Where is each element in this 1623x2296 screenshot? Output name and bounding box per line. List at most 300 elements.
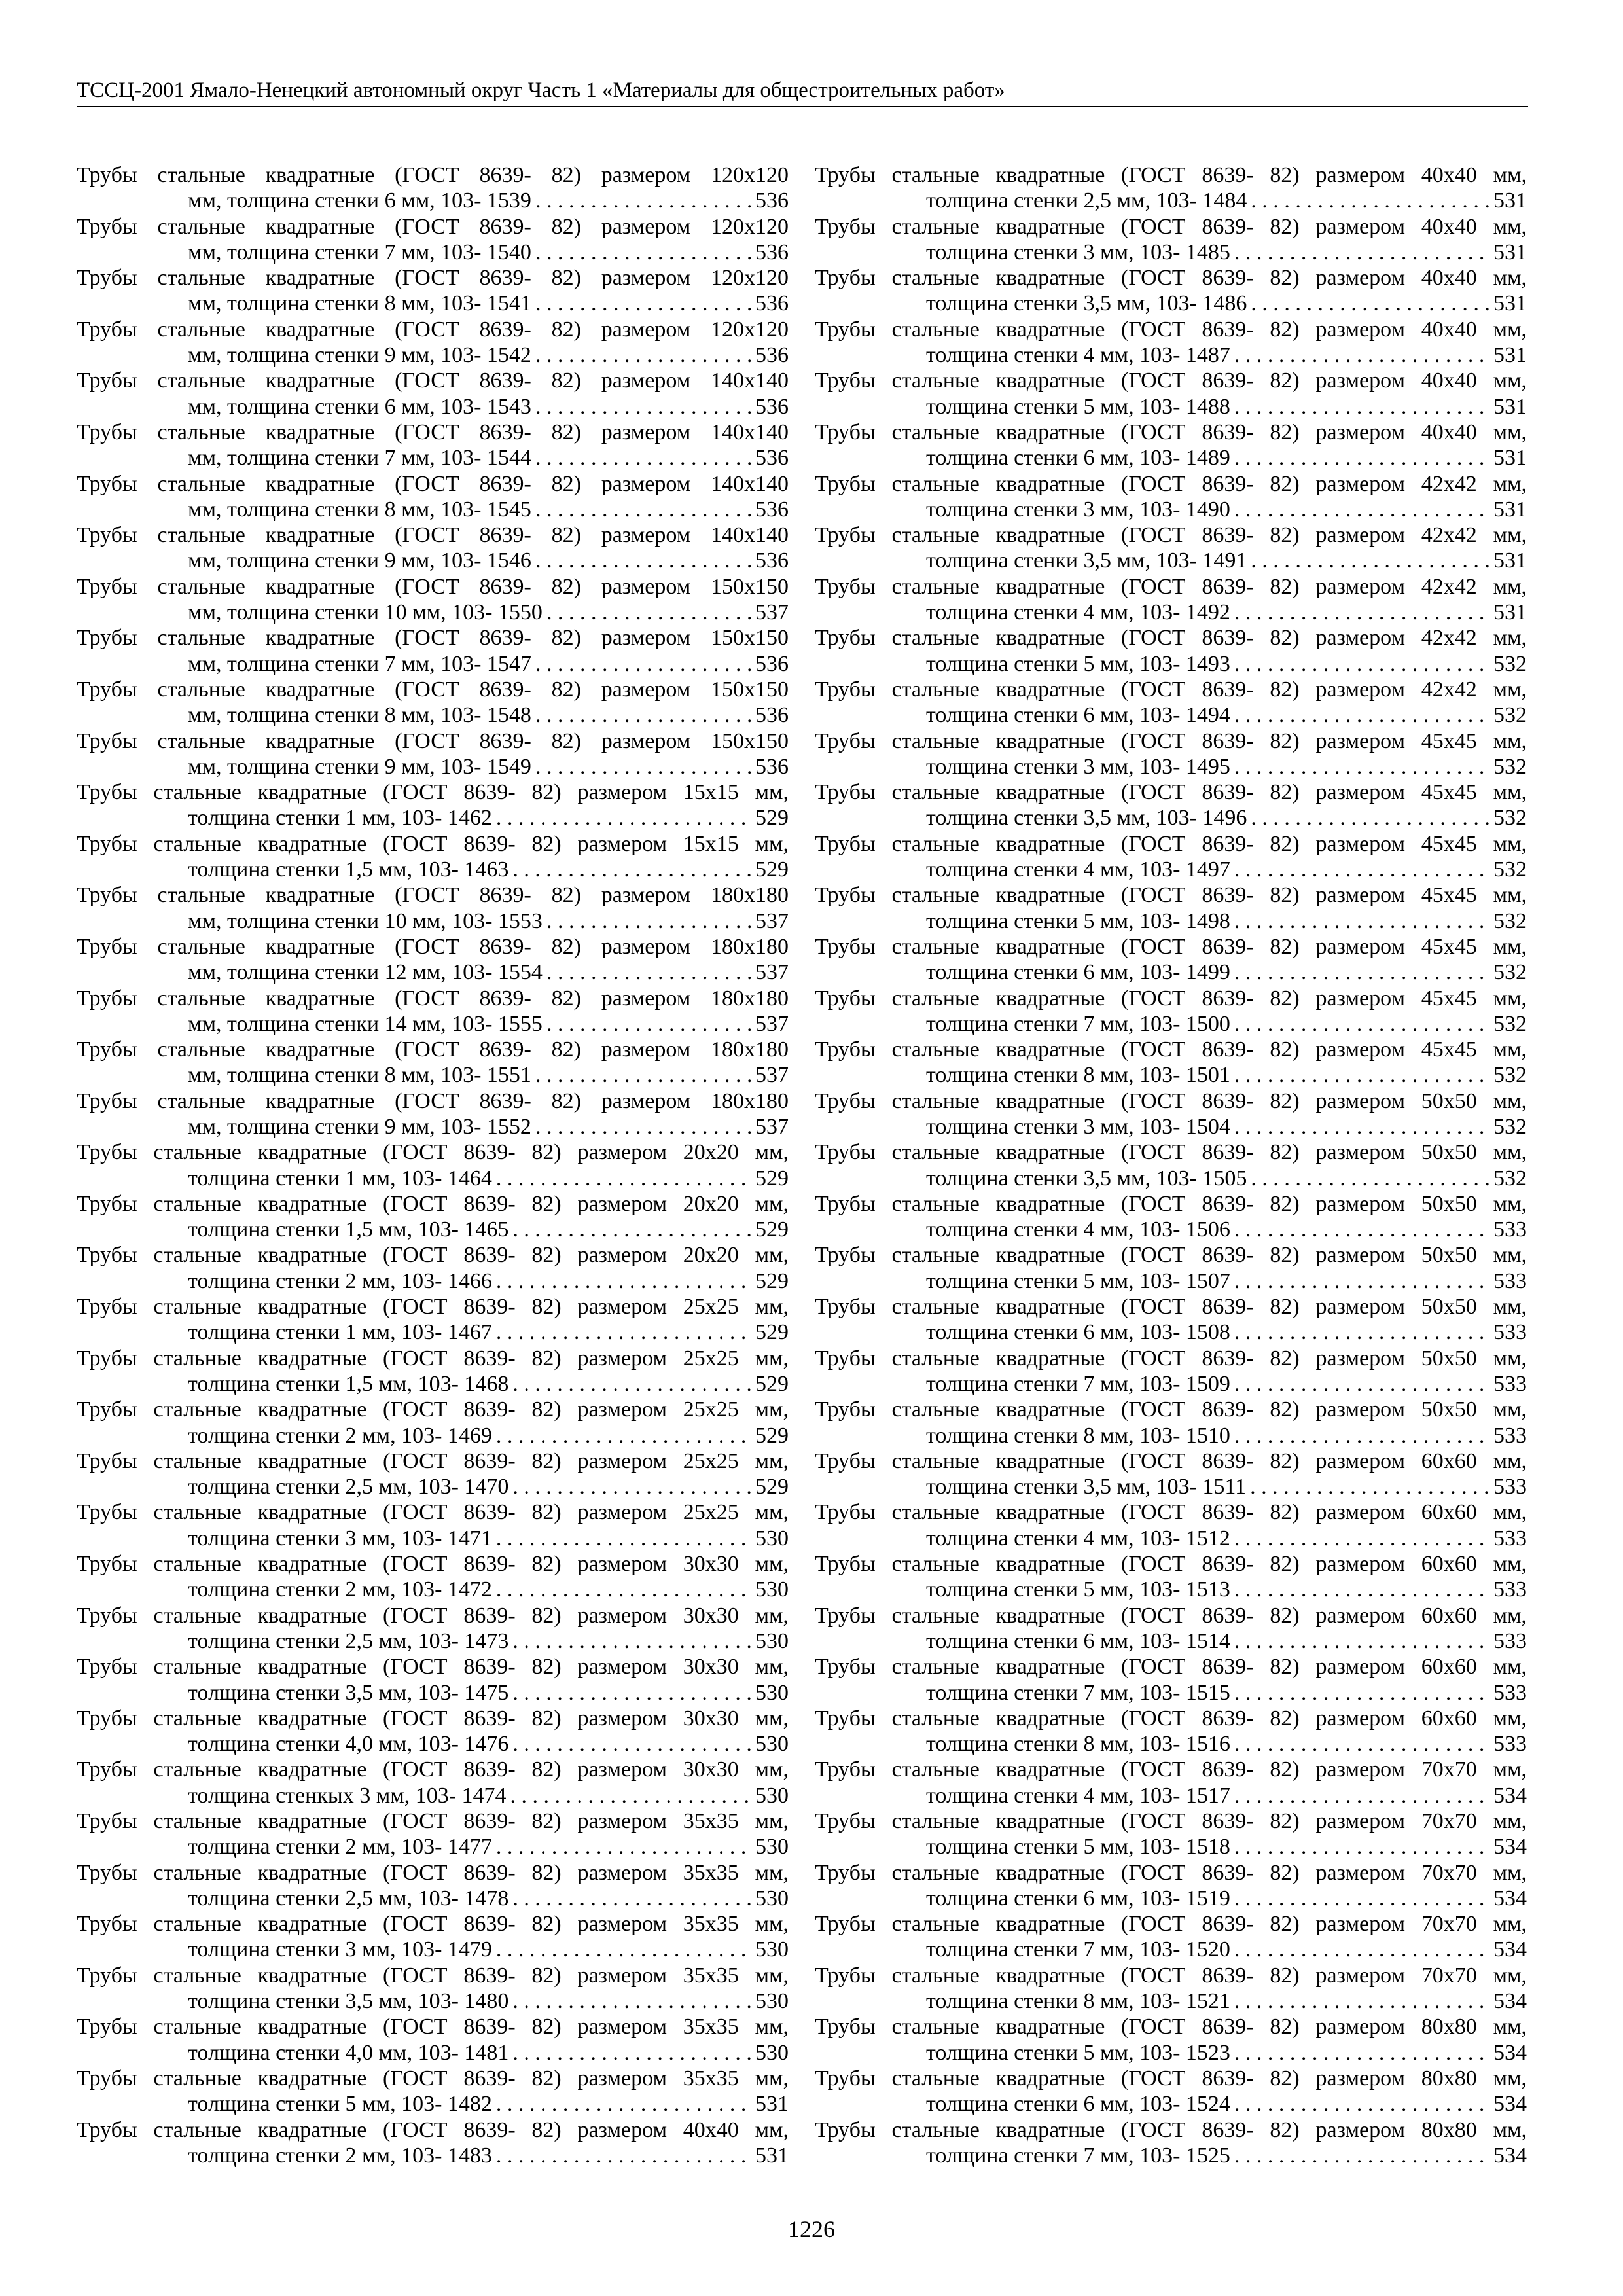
entry-title-line: Трубы стальные квадратные (ГОСТ 8639- 82) размером 140х140: [77, 420, 789, 444]
dot-leader: [512, 857, 751, 882]
dot-leader: [1251, 188, 1489, 213]
entry-title-line: Трубы стальные квадратные (ГОСТ 8639- 82) размером 70х70 мм,: [815, 1757, 1527, 1782]
dot-leader: [535, 394, 751, 420]
index-entry: [815, 265, 1527, 317]
dot-leader: [1234, 1886, 1489, 1911]
index-entry: [815, 1346, 1527, 1397]
entry-detail-line: [77, 1628, 789, 1654]
entry-title-line: Трубы стальные квадратные (ГОСТ 8639- 82) размером 30х30 мм,: [77, 1552, 789, 1577]
entry-detail-line: [815, 1834, 1527, 1859]
index-entry: [815, 1706, 1527, 1757]
entry-page-number: 534: [1493, 2040, 1527, 2065]
entry-page-number: 537: [755, 1114, 789, 1139]
entry-page-number: 531: [1493, 240, 1527, 264]
entry-detail-line: [815, 497, 1527, 522]
entry-detail-line: [815, 2040, 1527, 2066]
entry-page-number: 536: [755, 703, 789, 728]
entry-detail-text: толщина стенки 4 мм, 103- 1492: [926, 600, 1230, 625]
entry-title-line: Трубы стальные квадратные (ГОСТ 8639- 82) размером 70х70 мм,: [815, 1963, 1527, 1988]
entry-title-line: Трубы стальные квадратные (ГОСТ 8639- 82) размером 70х70 мм,: [815, 1809, 1527, 1833]
dot-leader: [1234, 1937, 1489, 1962]
index-entry: [815, 1448, 1527, 1500]
entry-title-line: Трубы стальные квадратные (ГОСТ 8639- 82) размером 50х50 мм,: [815, 1191, 1527, 1216]
entry-title-line: Трубы стальные квадратные (ГОСТ 8639- 82) размером 45х45 мм,: [815, 728, 1527, 753]
index-entry: [815, 1191, 1527, 1243]
index-entry: [77, 625, 789, 677]
dot-leader: [496, 2091, 751, 2117]
dot-leader: [1234, 1217, 1489, 1242]
entry-detail-text: толщина стенки 6 мм, 103- 1494: [926, 703, 1230, 728]
entry-detail-text: толщина стенки 5 мм, 103- 1493: [926, 651, 1230, 676]
entry-page-number: 536: [755, 548, 789, 573]
dot-leader: [1234, 1319, 1489, 1345]
index-entry: [815, 1654, 1527, 1706]
dot-leader: [535, 651, 751, 677]
entry-detail-line: [815, 445, 1527, 471]
entry-detail-line: [77, 1371, 789, 1397]
entry-detail-text: толщина стенки 7 мм, 103- 1500: [926, 1011, 1230, 1036]
index-entry: [77, 1499, 789, 1551]
entry-page-number: 534: [1493, 1886, 1527, 1910]
entry-page-number: 536: [755, 188, 789, 213]
entry-page-number: 536: [755, 754, 789, 779]
index-entry: [77, 2117, 789, 2169]
index-entry: [77, 1757, 789, 1808]
entry-detail-text: мм, толщина стенки 7 мм, 103- 1540: [188, 240, 531, 264]
entry-detail-text: толщина стенки 1,5 мм, 103- 1465: [188, 1217, 509, 1242]
entry-detail-text: толщина стенки 5 мм, 103- 1518: [926, 1835, 1230, 1859]
entry-detail-text: мм, толщина стенки 8 мм, 103- 1541: [188, 291, 531, 316]
entry-detail-text: толщина стенки 3 мм, 103- 1485: [926, 240, 1230, 264]
entry-page-number: 532: [1493, 960, 1527, 985]
entry-page-number: 531: [1493, 497, 1527, 522]
entry-detail-text: толщина стенки 2,5 мм, 103- 1484: [926, 188, 1247, 213]
entry-page-number: 529: [755, 1217, 789, 1242]
entry-title-line: Трубы стальные квадратные (ГОСТ 8639- 82) размером 150х150: [77, 574, 789, 599]
entry-title-line: Трубы стальные квадратные (ГОСТ 8639- 82) размером 25х25 мм,: [77, 1346, 789, 1371]
entry-detail-text: толщина стенки 6 мм, 103- 1514: [926, 1628, 1230, 1653]
entry-detail-text: толщина стенки 6 мм, 103- 1499: [926, 960, 1230, 985]
entry-detail-text: толщина стенки 3 мм, 103- 1495: [926, 754, 1230, 779]
entry-page-number: 530: [755, 1886, 789, 1910]
entry-title-line: Трубы стальные квадратные (ГОСТ 8639- 82) размером 120х120: [77, 317, 789, 342]
entry-page-number: 531: [755, 2092, 789, 2117]
entry-title-line: Трубы стальные квадратные (ГОСТ 8639- 82) размером 40х40 мм,: [815, 420, 1527, 444]
entry-detail-text: толщина стенки 1,5 мм, 103- 1468: [188, 1371, 509, 1396]
index-entry: [77, 986, 789, 1037]
entry-detail-text: толщина стенки 2 мм, 103- 1469: [188, 1423, 492, 1448]
entry-detail-text: толщина стенки 2 мм, 103- 1477: [188, 1835, 492, 1859]
entry-detail-line: [77, 1011, 789, 1037]
dot-leader: [1234, 445, 1489, 471]
entry-detail-line: [815, 1680, 1527, 1706]
entry-title-line: Трубы стальные квадратные (ГОСТ 8639- 82) размером 70х70 мм,: [815, 1912, 1527, 1937]
index-entry: [77, 1551, 789, 1603]
entry-detail-line: [77, 1937, 789, 1962]
entry-title-line: Трубы стальные квадратные (ГОСТ 8639- 82) размером 40х40 мм,: [815, 368, 1527, 393]
entry-page-number: 533: [1493, 1680, 1527, 1705]
index-entry: [77, 831, 789, 883]
entry-title-line: Трубы стальные квадратные (ГОСТ 8639- 82) размером 60х60 мм,: [815, 1706, 1527, 1731]
entry-title-line: Трубы стальные квадратные (ГОСТ 8639- 82) размером 42х42 мм,: [815, 677, 1527, 702]
index-entry: [77, 420, 789, 471]
entry-page-number: 529: [755, 806, 789, 831]
dot-leader: [512, 1371, 751, 1397]
entry-page-number: 531: [1493, 548, 1527, 573]
entry-detail-line: [815, 188, 1527, 213]
entry-title-line: Трубы стальные квадратные (ГОСТ 8639- 82) размером 60х60 мм,: [815, 1500, 1527, 1525]
dot-leader: [1234, 702, 1489, 728]
entry-detail-text: толщина стенки 7 мм, 103- 1509: [926, 1371, 1230, 1396]
entry-title-line: Трубы стальные квадратные (ГОСТ 8639- 82) размером 120х120: [77, 214, 789, 239]
dot-leader: [512, 1988, 751, 2014]
entry-detail-text: толщина стенки 8 мм, 103- 1510: [926, 1423, 1230, 1448]
entry-title-line: Трубы стальные квадратные (ГОСТ 8639- 82) размером 180х180: [77, 883, 789, 908]
entry-detail-text: толщина стенки 8 мм, 103- 1521: [926, 1989, 1230, 2014]
index-entry: [77, 2014, 789, 2066]
dot-leader: [496, 1166, 751, 1191]
entry-detail-text: толщина стенки 1,5 мм, 103- 1463: [188, 857, 509, 882]
entry-title-line: Трубы стальные квадратные (ГОСТ 8639- 82) размером 25х25 мм,: [77, 1500, 789, 1525]
entry-title-line: Трубы стальные квадратные (ГОСТ 8639- 82) размером 120х120: [77, 266, 789, 291]
dot-leader: [1234, 754, 1489, 780]
index-entry: [815, 420, 1527, 471]
dot-leader: [546, 1011, 751, 1037]
entry-detail-line: [815, 291, 1527, 316]
entry-title-line: Трубы стальные квадратные (ГОСТ 8639- 82) размером 60х60 мм,: [815, 1552, 1527, 1577]
entry-page-number: 531: [1493, 291, 1527, 316]
index-column-right: [815, 162, 1527, 2168]
entry-detail-line: [77, 2040, 789, 2066]
index-entry: [815, 831, 1527, 883]
entry-detail-line: [815, 600, 1527, 625]
entry-detail-line: [815, 1474, 1527, 1499]
index-entry: [77, 780, 789, 831]
entry-detail-text: толщина стенки 5 мм, 103- 1482: [188, 2092, 492, 2117]
dot-leader: [535, 291, 751, 316]
dot-leader: [512, 1731, 751, 1757]
entry-detail-line: [77, 342, 789, 368]
entry-detail-text: мм, толщина стенки 9 мм, 103- 1552: [188, 1114, 531, 1139]
dot-leader: [1234, 1628, 1489, 1654]
entry-detail-text: толщина стенки 4 мм, 103- 1517: [926, 1783, 1230, 1808]
entry-detail-line: [815, 1783, 1527, 1808]
dot-leader: [1251, 1166, 1489, 1191]
index-entry: [815, 1603, 1527, 1655]
index-entry: [815, 1242, 1527, 1294]
entry-detail-line: [77, 548, 789, 573]
entry-detail-line: [815, 960, 1527, 985]
entry-page-number: 536: [755, 343, 789, 368]
index-entry: [815, 1860, 1527, 1912]
entry-detail-text: толщина стенки 3 мм, 103- 1479: [188, 1937, 492, 1962]
entry-detail-text: мм, толщина стенки 9 мм, 103- 1546: [188, 548, 531, 573]
index-entry: [815, 471, 1527, 523]
index-entry: [815, 934, 1527, 986]
entry-page-number: 531: [755, 2143, 789, 2168]
index-entry: [815, 2014, 1527, 2066]
dot-leader: [1234, 1988, 1489, 2014]
entry-title-line: Трубы стальные квадратные (ГОСТ 8639- 82) размером 150х150: [77, 677, 789, 702]
dot-leader: [1234, 908, 1489, 934]
entry-title-line: Трубы стальные квадратные (ГОСТ 8639- 82) размером 60х60 мм,: [815, 1603, 1527, 1628]
entry-detail-line: [77, 600, 789, 625]
entry-title-line: Трубы стальные квадратные (ГОСТ 8639- 82) размером 30х30 мм,: [77, 1603, 789, 1628]
dot-leader: [535, 754, 751, 780]
dot-leader: [510, 1783, 751, 1808]
index-entry: [815, 1294, 1527, 1346]
entry-page-number: 533: [1493, 1732, 1527, 1757]
entry-title-line: Трубы стальные квадратные (ГОСТ 8639- 82) размером 35х35 мм,: [77, 1860, 789, 1885]
entry-page-number: 530: [755, 1577, 789, 1602]
entry-detail-line: [815, 1423, 1527, 1448]
entry-page-number: 532: [1493, 1114, 1527, 1139]
entry-title-line: Трубы стальные квадратные (ГОСТ 8639- 82) размером 50х50 мм,: [815, 1140, 1527, 1165]
dot-leader: [1234, 1834, 1489, 1859]
index-entry: [77, 214, 789, 266]
index-entry: [815, 986, 1527, 1037]
index-entry: [815, 1911, 1527, 1963]
entry-detail-line: [77, 908, 789, 934]
entry-title-line: Трубы стальные квадратные (ГОСТ 8639- 82) размером 50х50 мм,: [815, 1243, 1527, 1268]
entry-detail-text: толщина стенки 3,5 мм, 103- 1486: [926, 291, 1247, 316]
entry-page-number: 532: [1493, 1166, 1527, 1191]
entry-detail-line: [815, 754, 1527, 780]
index-entry: [815, 1037, 1527, 1088]
index-entry: [77, 1963, 789, 2015]
index-entry: [77, 368, 789, 420]
entry-page-number: 532: [1493, 857, 1527, 882]
dot-leader: [546, 908, 751, 934]
entry-detail-text: мм, толщина стенки 9 мм, 103- 1549: [188, 754, 531, 779]
index-entry: [77, 574, 789, 626]
entry-title-line: Трубы стальные квадратные (ГОСТ 8639- 82) размером 180х180: [77, 1037, 789, 1062]
dot-leader: [535, 188, 751, 213]
entry-title-line: Трубы стальные квадратные (ГОСТ 8639- 82) размером 180х180: [77, 1088, 789, 1113]
entry-title-line: Трубы стальные квадратные (ГОСТ 8639- 82) размером 25х25 мм,: [77, 1448, 789, 1473]
dot-leader: [512, 1474, 751, 1499]
entry-detail-text: толщина стенки 4,0 мм, 103- 1481: [188, 2040, 509, 2065]
index-entry: [815, 677, 1527, 728]
page-header: ТССЦ-2001 Ямало-Ненецкий автономный округ Часть 1 «Материалы для общестроительных работ»: [77, 79, 1005, 102]
entry-detail-text: толщина стенки 5 мм, 103- 1507: [926, 1268, 1230, 1293]
index-entry: [77, 162, 789, 214]
entry-detail-text: толщина стенкых 3 мм, 103- 1474: [188, 1783, 507, 1808]
index-entry: [77, 2066, 789, 2117]
entry-title-line: Трубы стальные квадратные (ГОСТ 8639- 82) размером 30х30 мм,: [77, 1655, 789, 1679]
entry-title-line: Трубы стальные квадратные (ГОСТ 8639- 82) размером 80х80 мм,: [815, 2066, 1527, 2090]
index-entry: [77, 882, 789, 934]
index-entry: [77, 728, 789, 780]
entry-title-line: Трубы стальные квадратные (ГОСТ 8639- 82) размером 35х35 мм,: [77, 1809, 789, 1833]
entry-detail-line: [815, 1988, 1527, 2014]
entry-page-number: 537: [755, 1011, 789, 1036]
entry-page-number: 534: [1493, 1937, 1527, 1962]
entry-detail-line: [77, 1834, 789, 1859]
entry-title-line: Трубы стальные квадратные (ГОСТ 8639- 82) размером 30х30 мм,: [77, 1757, 789, 1782]
dot-leader: [496, 1834, 751, 1859]
entry-detail-line: [77, 1680, 789, 1706]
dot-leader: [1251, 548, 1489, 573]
index-entry: [815, 1139, 1527, 1191]
dot-leader: [496, 1577, 751, 1602]
index-entry: [77, 1346, 789, 1397]
entry-detail-line: [77, 188, 789, 213]
entry-page-number: 529: [755, 1166, 789, 1191]
entry-title-line: Трубы стальные квадратные (ГОСТ 8639- 82) размером 140х140: [77, 368, 789, 393]
entry-title-line: Трубы стальные квадратные (ГОСТ 8639- 82) размером 40х40 мм,: [815, 214, 1527, 239]
entry-page-number: 529: [755, 1268, 789, 1293]
entry-detail-text: толщина стенки 2 мм, 103- 1472: [188, 1577, 492, 1602]
entry-title-line: Трубы стальные квадратные (ГОСТ 8639- 82) размером 35х35 мм,: [77, 2015, 789, 2039]
dot-leader: [1234, 857, 1489, 882]
dot-leader: [535, 240, 751, 265]
index-entry: [77, 522, 789, 574]
entry-title-line: Трубы стальные квадратные (ГОСТ 8639- 82) размером 45х45 мм,: [815, 1037, 1527, 1062]
dot-leader: [1234, 600, 1489, 625]
entry-title-line: Трубы стальные квадратные (ГОСТ 8639- 82) размером 20х20 мм,: [77, 1243, 789, 1268]
entry-detail-text: толщина стенки 6 мм, 103- 1508: [926, 1320, 1230, 1345]
entry-page-number: 532: [1493, 908, 1527, 933]
entry-detail-line: [815, 1628, 1527, 1654]
entry-detail-text: толщина стенки 2,5 мм, 103- 1473: [188, 1628, 509, 1653]
dot-leader: [1234, 497, 1489, 522]
index-column-left: [77, 162, 789, 2168]
entry-page-number: 536: [755, 291, 789, 316]
entry-detail-text: толщина стенки 5 мм, 103- 1523: [926, 2040, 1230, 2065]
entry-page-number: 532: [1493, 1063, 1527, 1088]
entry-page-number: 534: [1493, 2143, 1527, 2168]
entry-page-number: 536: [755, 240, 789, 264]
entry-title-line: Трубы стальные квадратные (ГОСТ 8639- 82) размером 20х20 мм,: [77, 1140, 789, 1165]
entry-detail-text: толщина стенки 3,5 мм, 103- 1496: [926, 806, 1247, 831]
entry-page-number: 533: [1493, 1628, 1527, 1653]
entry-detail-line: [77, 857, 789, 882]
entry-page-number: 536: [755, 394, 789, 419]
dot-leader: [546, 600, 751, 625]
entry-detail-line: [77, 445, 789, 471]
entry-page-number: 531: [1493, 188, 1527, 213]
dot-leader: [1234, 651, 1489, 677]
index-entry: [815, 1551, 1527, 1603]
entry-title-line: Трубы стальные квадратные (ГОСТ 8639- 82) размером 60х60 мм,: [815, 1655, 1527, 1679]
entry-detail-line: [815, 394, 1527, 420]
entry-page-number: 537: [755, 1063, 789, 1088]
entry-detail-text: мм, толщина стенки 12 мм, 103- 1554: [188, 960, 543, 985]
index-entry: [815, 214, 1527, 266]
index-entry: [77, 677, 789, 728]
entry-title-line: Трубы стальные квадратные (ГОСТ 8639- 82) размером 45х45 мм,: [815, 883, 1527, 908]
entry-title-line: Трубы стальные квадратные (ГОСТ 8639- 82) размером 30х30 мм,: [77, 1706, 789, 1731]
entry-detail-text: мм, толщина стенки 8 мм, 103- 1548: [188, 703, 531, 728]
entry-detail-text: толщина стенки 6 мм, 103- 1489: [926, 446, 1230, 471]
index-entry: [77, 1603, 789, 1655]
entry-detail-text: толщина стенки 3 мм, 103- 1490: [926, 497, 1230, 522]
entry-title-line: Трубы стальные квадратные (ГОСТ 8639- 82) размером 25х25 мм,: [77, 1397, 789, 1422]
entry-detail-line: [815, 702, 1527, 728]
entry-title-line: Трубы стальные квадратные (ГОСТ 8639- 82) размером 40х40 мм,: [815, 266, 1527, 291]
entry-detail-line: [815, 1937, 1527, 1962]
index-entry: [815, 1963, 1527, 2015]
entry-detail-line: [815, 1217, 1527, 1242]
entry-title-line: Трубы стальные квадратные (ГОСТ 8639- 82) размером 42х42 мм,: [815, 626, 1527, 651]
entry-detail-line: [815, 1371, 1527, 1397]
entry-detail-line: [815, 857, 1527, 882]
entry-title-line: Трубы стальные квадратные (ГОСТ 8639- 82) размером 35х35 мм,: [77, 1963, 789, 1988]
page-number: 1226: [788, 2216, 835, 2242]
entry-detail-line: [77, 702, 789, 728]
index-entry: [815, 1757, 1527, 1808]
entry-detail-line: [77, 497, 789, 522]
entry-detail-line: [77, 1423, 789, 1448]
entry-page-number: 530: [755, 1526, 789, 1551]
entry-title-line: Трубы стальные квадратные (ГОСТ 8639- 82) размером 70х70 мм,: [815, 1860, 1527, 1885]
dot-leader: [1234, 1577, 1489, 1602]
dot-leader: [535, 497, 751, 522]
index-entry: [815, 162, 1527, 214]
dot-leader: [1234, 1371, 1489, 1397]
index-entry: [77, 1397, 789, 1448]
dot-leader: [1234, 1783, 1489, 1808]
entry-detail-line: [815, 1268, 1527, 1294]
entry-page-number: 533: [1493, 1475, 1527, 1499]
entry-page-number: 531: [1493, 394, 1527, 419]
entry-page-number: 530: [755, 1937, 789, 1962]
dot-leader: [1234, 1423, 1489, 1448]
entry-page-number: 533: [1493, 1526, 1527, 1551]
entry-detail-line: [815, 1731, 1527, 1757]
dot-leader: [1234, 2091, 1489, 2117]
dot-leader: [1234, 342, 1489, 368]
entry-detail-line: [815, 240, 1527, 265]
entry-detail-line: [77, 1166, 789, 1191]
dot-leader: [1234, 240, 1489, 265]
entry-page-number: 537: [755, 908, 789, 933]
dot-leader: [1234, 960, 1489, 985]
entry-page-number: 537: [755, 600, 789, 625]
entry-detail-text: толщина стенки 8 мм, 103- 1516: [926, 1732, 1230, 1757]
entry-title-line: Трубы стальные квадратные (ГОСТ 8639- 82) размером 180х180: [77, 934, 789, 959]
entry-detail-line: [77, 651, 789, 677]
index-entry: [77, 1911, 789, 1963]
dot-leader: [1234, 394, 1489, 420]
entry-detail-line: [815, 1011, 1527, 1037]
entry-title-line: Трубы стальные квадратные (ГОСТ 8639- 82) размером 15х15 мм,: [77, 780, 789, 805]
index-entry: [77, 1088, 789, 1140]
entry-detail-line: [77, 1474, 789, 1499]
index-entry: [77, 265, 789, 317]
dot-leader: [535, 1062, 751, 1088]
dot-leader: [1251, 805, 1489, 831]
entry-detail-text: мм, толщина стенки 10 мм, 103- 1550: [188, 600, 543, 625]
header-rule: [77, 106, 1528, 107]
entry-page-number: 533: [1493, 1268, 1527, 1293]
entry-page-number: 533: [1493, 1577, 1527, 1602]
dot-leader: [512, 1217, 751, 1242]
entry-detail-line: [815, 908, 1527, 934]
entry-title-line: Трубы стальные квадратные (ГОСТ 8639- 82) размером 40х40 мм,: [815, 163, 1527, 187]
entry-detail-text: мм, толщина стенки 8 мм, 103- 1545: [188, 497, 531, 522]
entry-page-number: 530: [755, 1732, 789, 1757]
entry-detail-line: [77, 240, 789, 265]
entry-page-number: 533: [1493, 1320, 1527, 1345]
entry-detail-text: толщина стенки 1 мм, 103- 1467: [188, 1320, 492, 1345]
entry-title-line: Трубы стальные квадратные (ГОСТ 8639- 82) размером 25х25 мм,: [77, 1295, 789, 1319]
index-entry: [815, 368, 1527, 420]
entry-detail-text: толщина стенки 1 мм, 103- 1462: [188, 806, 492, 831]
entry-page-number: 529: [755, 1320, 789, 1345]
entry-page-number: 536: [755, 497, 789, 522]
